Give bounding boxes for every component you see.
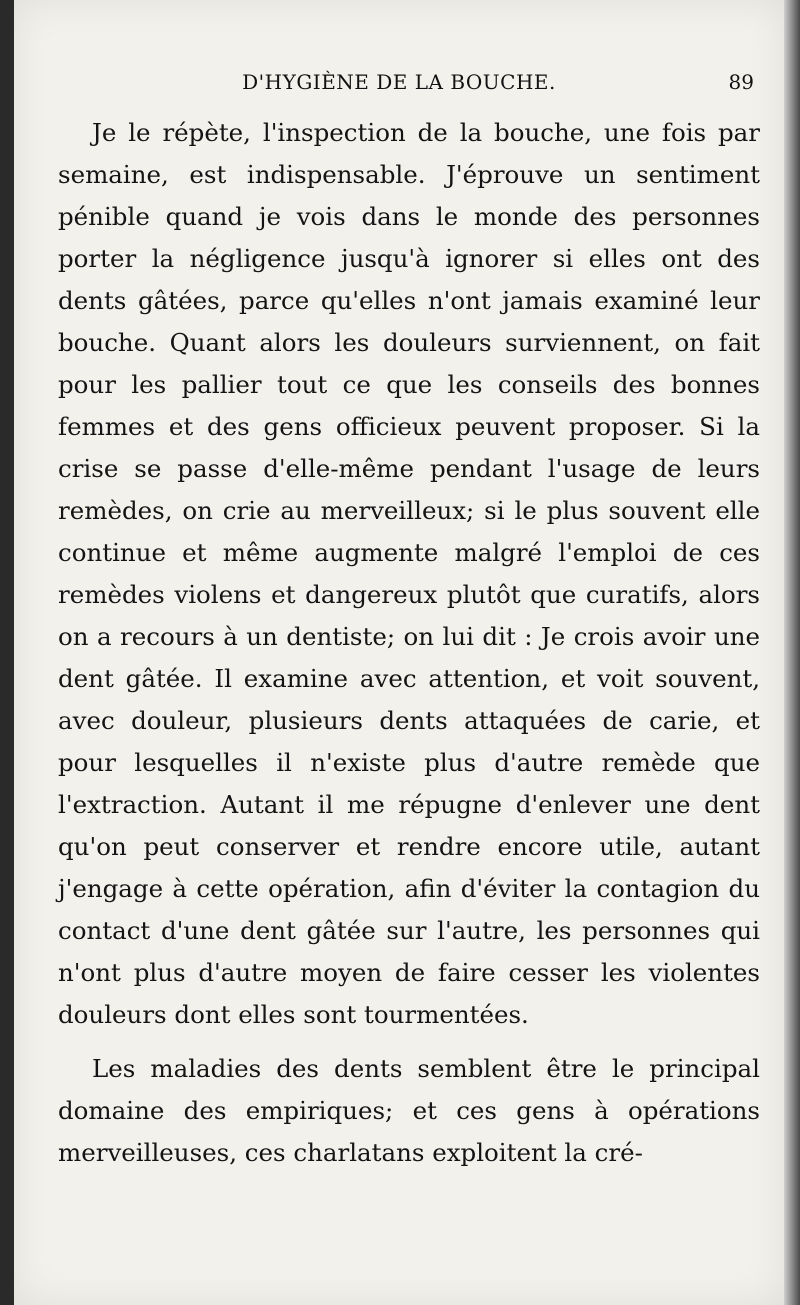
running-title: D'HYGIÈNE DE LA BOUCHE. bbox=[242, 70, 556, 94]
page-number: 89 bbox=[728, 70, 754, 94]
page-edge-shadow bbox=[784, 0, 800, 1305]
body-text bbox=[58, 112, 760, 1174]
book-page bbox=[14, 0, 784, 1305]
running-head bbox=[64, 70, 754, 106]
paragraph-inspection: Je le répète, l'inspection de la bouche, une fois par semaine, est indispensable. J'éprouve un sentiment pénible quand je vois dans le monde des personnes porter la négligence jusqu'à ignorer si elles ont des dents gâtées, parce qu'elles n'ont jamais examiné leur bouche. Quant alors les douleurs surviennent, on fait pour les pallier tout ce que les conseils des bonnes femmes et des gens officieux peuvent proposer. Si la crise se passe d'elle-même pendant l'usage de leurs remèdes, on crie au merveilleux; si le plus souvent elle continue et même augmente malgré l'emploi de ces remèdes violens et dangereux plutôt que curatifs, alors on a recours à un dentiste; on lui dit : Je crois avoir une dent gâtée. Il examine avec attention, et voit souvent, avec douleur, plusieurs dents attaquées de carie, et pour lesquelles il n'existe plus d'autre remède que l'extraction. Autant il me répugne d'enlever une dent qu'on peut conserver et rendre encore utile, autant j'engage à cette opération, afin d'éviter la contagion du contact d'une dent gâtée sur l'autre, les personnes qui n'ont plus d'autre moyen de faire cesser les violentes douleurs dont elles sont tourmentées. bbox=[58, 118, 760, 1029]
paragraph-maladies: Les maladies des dents semblent être le principal domaine des empiriques; et ces gens à opérations merveilleuses, ces charlatans exploitent la cré- bbox=[58, 1054, 760, 1167]
